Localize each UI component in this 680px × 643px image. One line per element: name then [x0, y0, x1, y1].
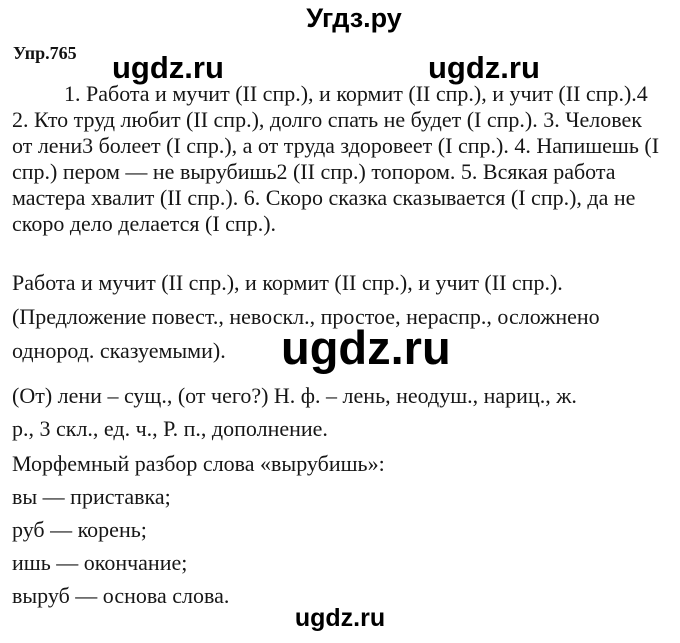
- text-line: выруб — основа слова.: [12, 583, 230, 608]
- page-title: Угдз.ру: [306, 3, 402, 33]
- text-line: руб — корень;: [12, 517, 147, 542]
- text-line: 2. Кто труд любит (II спр.), долго спать не будет (I спр.). 3. Человек: [12, 107, 642, 132]
- text-line: вы — приставка;: [12, 484, 171, 509]
- watermark-bottom: ugdz.ru: [294, 604, 386, 632]
- text-line: (От) лени – сущ., (от чего?) Н. ф. – лень, неодуш., нариц., ж.: [12, 383, 577, 408]
- text-line: ишь — окончание;: [12, 550, 188, 575]
- text-line: спр.) пером — не вырубишь2 (II спр.) топором. 5. Всякая работа: [12, 159, 616, 184]
- text-line: р., 3 скл., ед. ч., Р. п., дополнение.: [12, 416, 328, 441]
- paragraph-morpheme-analysis: [12, 447, 672, 612]
- text-line: скоро дело делается (I спр.).: [12, 211, 277, 236]
- text-line: Работа и мучит (II спр.), и кормит (II спр.), и учит (II спр.).: [12, 270, 563, 295]
- text-line: (Предложение повест., невоскл., простое, нераспр., осложнено: [12, 304, 600, 329]
- text-line: однород. сказуемыми).: [12, 338, 226, 363]
- text-line: Морфемный разбор слова «вырубишь»:: [12, 451, 385, 476]
- watermark-middle: ugdz.ru: [281, 321, 451, 374]
- paragraph-task-text: [12, 81, 672, 237]
- watermark-top-right: ugdz.ru: [428, 50, 540, 85]
- paragraph-noun-analysis: [12, 379, 672, 445]
- text-line: от лени3 болеет (I спр.), а от труда здоровеет (I спр.). 4. Напишешь (I: [12, 133, 660, 158]
- text-line: мастера хвалит (II спр.). 6. Скоро сказка сказывается (I спр.), да не: [12, 185, 636, 210]
- watermark-top-left: ugdz.ru: [112, 50, 224, 85]
- text-line: 1. Работа и мучит (II спр.), и кормит (II спр.), и учит (II спр.).4: [64, 81, 648, 106]
- exercise-number: Упр.765: [13, 43, 77, 63]
